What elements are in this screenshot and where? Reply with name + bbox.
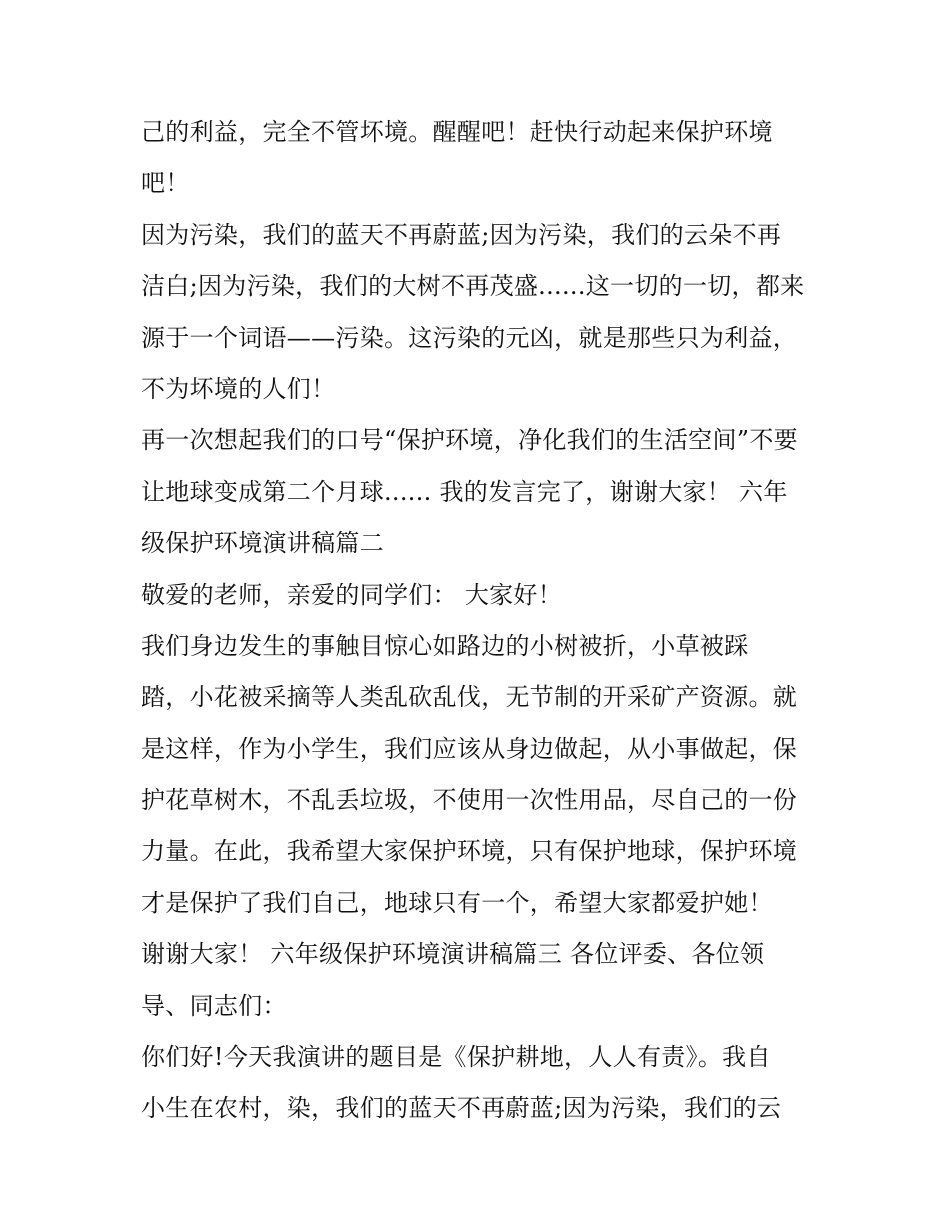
text-line: 谢谢大家！ 六年级保护环境演讲稿篇三 各位评委、各位领	[141, 940, 765, 969]
text-line: 吧！	[141, 169, 190, 198]
text-line: 因为污染，我们的蓝天不再蔚蓝;因为污染，我们的云朵不再	[141, 220, 782, 249]
text-line: 是这样，作为小学生，我们应该从身边做起，从小事做起，保	[141, 734, 798, 763]
text-line: 敬爱的老师，亲爱的同学们： 大家好！	[141, 580, 563, 609]
text-line: 让地球变成第二个月球...... 我的发言完了，谢谢大家！ 六年	[141, 477, 788, 506]
text-line: 不为坏境的人们！	[141, 374, 336, 403]
text-line: 源于一个词语——污染。这污染的元凶，就是那些只为利益，	[141, 323, 798, 352]
text-line: 我们身边发生的事触目惊心如路边的小树被折，小草被踩	[141, 631, 749, 660]
text-line: 级保护环境演讲稿篇二	[141, 529, 384, 558]
text-line: 力量。在此，我希望大家保护环境，只有保护地球，保护环境	[141, 837, 798, 866]
text-line: 你们好!今天我演讲的题目是《保护耕地，人人有责》。我自	[141, 1043, 771, 1072]
text-line: 小生在农村，染，我们的蓝天不再蔚蓝;因为污染，我们的云	[141, 1094, 782, 1123]
text-line: 护花草树木，不乱丢垃圾，不使用一次性用品，尽自己的一份	[141, 786, 798, 815]
text-line: 己的利益，完全不管坏境。醒醒吧！赶快行动起来保护环境	[141, 118, 773, 146]
text-line: 才是保护了我们自己，地球只有一个，希望大家都爱护她！	[141, 888, 773, 917]
text-line: 导、同志们：	[141, 991, 287, 1020]
text-line: 踏，小花被采摘等人类乱砍乱伐，无节制的开采矿产资源。就	[141, 683, 798, 712]
text-line: 洁白;因为污染，我们的大树不再茂盛......这一切的一切，都来	[141, 272, 805, 301]
text-line: 再一次想起我们的口号“保护环境，净化我们的生活空间”不要	[141, 426, 798, 455]
document-body	[141, 107, 821, 1135]
